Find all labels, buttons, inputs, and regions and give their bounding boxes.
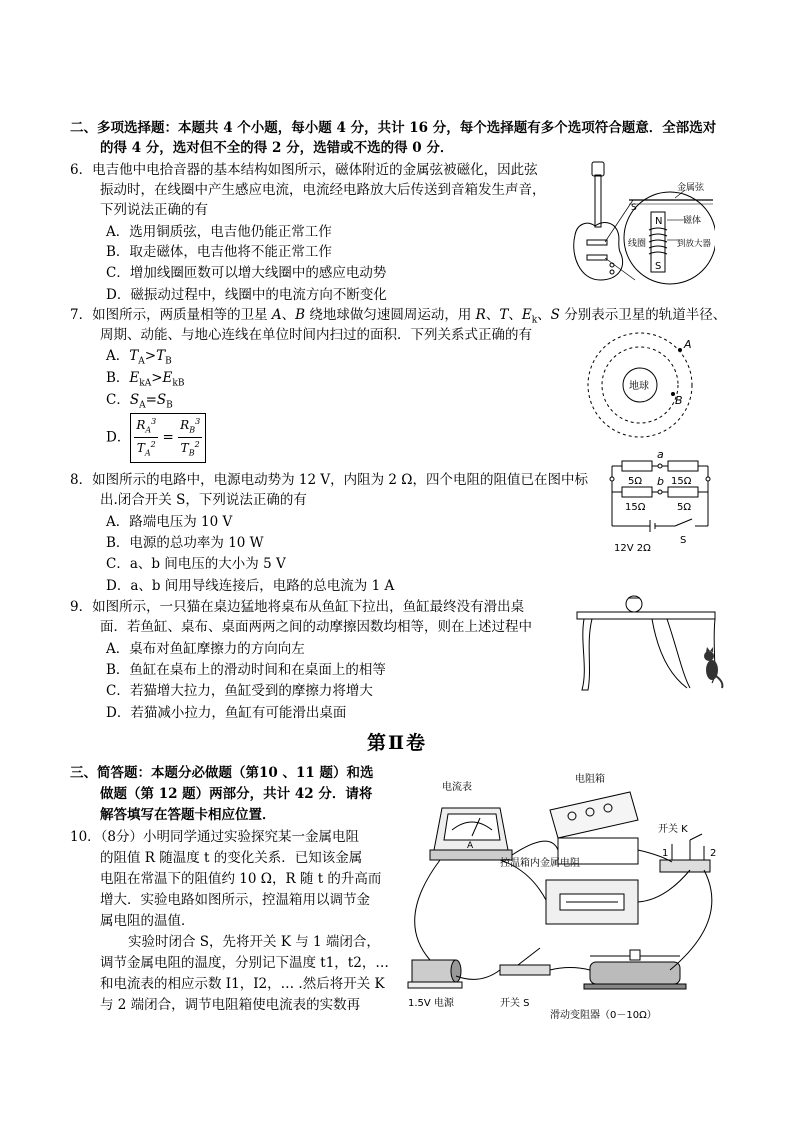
q6-option-d: D．磁振动过程中，线圈中的电流方向不断变化 xyxy=(106,287,387,303)
q9-option-a: A．桌布对鱼缸摩擦力的方向向左 xyxy=(106,641,305,657)
q7-option-a: A．$T_A>T_B$ xyxy=(106,348,172,367)
string-label: 金属弦 xyxy=(677,183,705,193)
q6-option-a: A．选用铜质弦，电吉他仍能正常工作 xyxy=(106,224,332,240)
section3-heading: 三、简答题：本题分必做题（第10 、11 题）和选 xyxy=(70,765,374,781)
q9-stem-2: 面．若鱼缸、桌布、桌面两两之间的动摩擦因数均相等，则在上述过程中 xyxy=(100,619,532,635)
q6-stem: 6．电吉他中电拾音器的基本结构如图所示，磁体附近的金属弦被磁化，因此弦 xyxy=(70,162,538,178)
sat-a-label: A xyxy=(684,338,692,351)
magnet-label: 磁体 xyxy=(683,216,702,226)
q10-line-1: 10．（8分）小明同学通过实验探究某一金属电阻 xyxy=(70,829,360,845)
q8-stem-2: 出.闭合开关 S，下列说法正确的有 xyxy=(100,492,307,508)
q6-option-b: B．取走磁体，电吉他将不能正常工作 xyxy=(106,244,332,260)
q10-line-4: 增大．实验电路如图所示，控温箱用以调节金 xyxy=(100,892,370,908)
q10-line-5: 属电阻的温值． xyxy=(100,913,195,929)
r2-label: 15Ω xyxy=(671,476,692,487)
q6-stem-2: 振动时，在线圈中产生感应电流，电流经电路放大后传送到音箱发生声音， xyxy=(100,182,546,198)
section-heading: 二、多项选择题：本题共 4 个小题，每小题 4 分，共计 16 分，每个选择题有多个选项符合题意．全部选对 xyxy=(70,120,717,136)
table-cat-figure xyxy=(572,588,732,698)
switch-k-1-label: 1 xyxy=(662,848,669,859)
q9-option-d: D．若猫减小拉力，鱼缸有可能滑出桌面 xyxy=(106,705,347,721)
q8-option-d: D．a、b 间用导线连接后，电路的总电流为 1 A xyxy=(106,578,395,594)
q9-option-c: C．若猫增大拉力，鱼缸受到的摩擦力将增大 xyxy=(106,683,373,699)
rheostat-label: 滑动变阻器（0－10Ω） xyxy=(550,1010,657,1021)
node-a-label: a xyxy=(657,448,664,461)
amp-label: 到放大器 xyxy=(677,239,712,249)
q10-line-6: 实验时闭合 S，先将开关 K 与 1 端闭合， xyxy=(128,934,380,950)
ammeter-a-label: A xyxy=(467,841,474,851)
q7-option-c: C．$S_A=S_B$ xyxy=(106,392,173,411)
q10-line-8: 和电流表的相应示数 I1，I2，… .然后将开关 K xyxy=(100,976,385,992)
switch-k-label: 开关 K xyxy=(658,824,688,835)
q10-line-7: 调节金属电阻的温度，分别记下温度 t1，t2，… xyxy=(100,955,389,971)
r1-label: 5Ω xyxy=(628,476,643,487)
q6-option-c: C．增加线圈匝数可以增大线圈中的感应电动势 xyxy=(106,265,387,281)
magnet-n-label: N xyxy=(655,216,663,227)
section3-heading-3: 解答填写在答题卡相应位置． xyxy=(100,807,276,823)
sat-b-label: B xyxy=(675,394,683,407)
q7-option-d: D． $\frac{R_A^3}{T_A^2}$ = $\frac{R_B^3}{T_B^2}$ xyxy=(106,413,206,463)
q10-line-9: 与 2 端闭合，调节电阻箱使电流表的实数再 xyxy=(100,997,361,1013)
q8-stem: 8．如图所示的电路中，电源电动势为 12 V，内阻为 2 Ω，四个电阻的阻值已在图中标 xyxy=(70,472,588,488)
battery-label: 1.5V 电源 xyxy=(408,998,454,1009)
q10-line-2: 的阻值 R 随温度 t 的变化关系．已知该金属 xyxy=(100,850,363,866)
magnet-s-label: S xyxy=(655,261,662,272)
ammeter-label: 电流表 xyxy=(442,782,472,793)
circuit-figure xyxy=(600,448,720,558)
source-label: 12V 2Ω xyxy=(614,543,651,554)
q8-option-c: C．a、b 间电压的大小为 5 V xyxy=(106,556,286,572)
q8-option-a: A．路端电压为 10 V xyxy=(106,514,233,530)
q7-stem-2: 周期、动能、与地心连线在单位时间内扫过的面积．下列关系式正确的有 xyxy=(100,327,532,343)
switch-s-label: 开关 S xyxy=(500,998,530,1009)
thermostat-label: 控温箱内金属电阻 xyxy=(500,858,580,869)
section3-heading-2: 做题（第 12 题）两部分，共计 42 分．请将 xyxy=(100,786,373,802)
part-ii-title: 第Ⅱ卷 xyxy=(366,732,427,754)
q7-stem: 7．如图所示，两质量相等的卫星 A、B 绕地球做匀速圆周运动，用 R、T、$E_k$、S 分别表示卫星的轨道半径、 xyxy=(70,307,727,326)
apparatus-figure xyxy=(400,770,740,1025)
orbit-figure xyxy=(585,330,705,440)
r3-label: 15Ω xyxy=(625,502,646,513)
q8-option-b: B．电源的总功率为 10 W xyxy=(106,535,264,551)
q7-option-b: B．$E_{kA}>E_{kB}$ xyxy=(106,370,185,389)
q6-stem-3: 下列说法正确的有 xyxy=(100,202,208,218)
section-heading-cont: 的得 4 分，选对但不全的得 2 分，选错或不选的得 0 分． xyxy=(100,140,454,156)
resistance-box-label: 电阻箱 xyxy=(575,774,605,785)
earth-label: 地球 xyxy=(629,381,649,392)
q9-stem: 9．如图所示，一只猫在桌边猛地将桌布从鱼缸下拉出，鱼缸最终没有滑出桌 xyxy=(70,599,525,615)
coil-label: 线圈 xyxy=(628,239,647,249)
switch-s-label: S xyxy=(680,535,687,546)
switch-k-2-label: 2 xyxy=(710,848,717,859)
q10-line-3: 电阻在常温下的阻值约 10 Ω，R 随 t 的升高而 xyxy=(100,871,382,887)
node-b-label: b xyxy=(657,475,664,488)
q9-option-b: B．鱼缸在桌布上的滑动时间和在桌面上的相等 xyxy=(106,662,386,678)
r4-label: 5Ω xyxy=(677,502,692,513)
s-top-label: S xyxy=(631,203,637,213)
guitar-pickup-figure xyxy=(565,160,715,290)
